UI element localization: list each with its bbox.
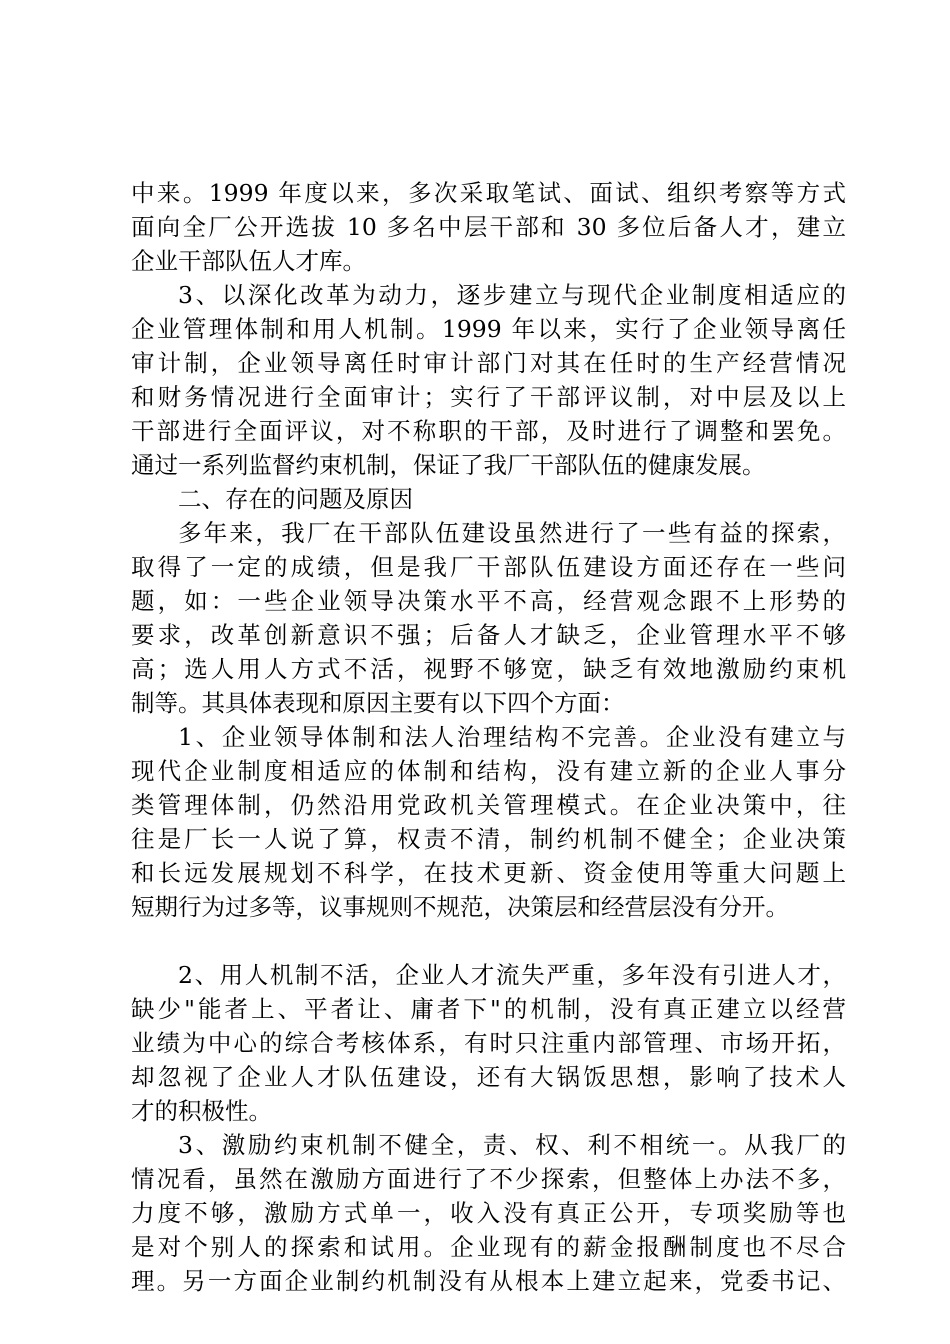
- text-line: 题，如：一些企业领导决策水平不高，经营观念跟不上形势的: [131, 587, 846, 615]
- text-line: 通过一系列监督约束机制，保证了我厂干部队伍的健康发展。: [131, 451, 766, 479]
- text-line: 高；选人用人方式不活，视野不够宽，缺乏有效地激励约束机: [131, 655, 846, 683]
- paragraph-start-line: 2、用人机制不活，企业人才流失严重，多年没有引进人才，: [178, 961, 846, 989]
- text-line: 审计制，企业领导离任时审计部门对其在任时的生产经营情况: [131, 349, 846, 377]
- text-line: 企业管理体制和用人机制。1999 年以来，实行了企业领导离任: [131, 315, 846, 343]
- document-body: [131, 176, 846, 1298]
- text-line: 类管理体制，仍然沿用党政机关管理模式。在企业决策中，往: [131, 791, 846, 819]
- text-line: 业绩为中心的综合考核体系，有时只注重内部管理、市场开拓，: [131, 1029, 846, 1057]
- text-line: 情况看，虽然在激励方面进行了不少探索，但整体上办法不多，: [131, 1165, 846, 1193]
- paragraph-start-line: 3、激励约束机制不健全，责、权、利不相统一。从我厂的: [178, 1131, 846, 1159]
- text-line: 往是厂长一人说了算，权责不清，制约机制不健全；企业决策: [131, 825, 846, 853]
- paragraph-start-line: 3、以深化改革为动力，逐步建立与现代企业制度相适应的: [178, 281, 846, 309]
- text-line: 中来。1999 年度以来，多次采取笔试、面试、组织考察等方式: [131, 179, 846, 207]
- text-line: 理。另一方面企业制约机制没有从根本上建立起来，党委书记、: [131, 1267, 846, 1295]
- section-heading: 二、存在的问题及原因: [178, 485, 413, 513]
- text-line: 现代企业制度相适应的体制和结构，没有建立新的企业人事分: [131, 757, 846, 785]
- text-line: 和长远发展规划不科学，在技术更新、资金使用等重大问题上: [131, 859, 846, 887]
- text-line: 制等。其具体表现和原因主要有以下四个方面：: [131, 689, 625, 717]
- blank-line: [131, 924, 846, 958]
- text-line: 是对个别人的探索和试用。企业现有的薪金报酬制度也不尽合: [131, 1233, 846, 1261]
- text-line: 面向全厂公开选拔 10 多名中层干部和 30 多位后备人才，建立: [131, 213, 846, 241]
- paragraph-start-line: 多年来，我厂在干部队伍建设虽然进行了一些有益的探索，: [178, 519, 846, 547]
- text-line: 才的积极性。: [131, 1097, 272, 1125]
- text-line: 短期行为过多等，议事规则不规范，决策层和经营层没有分开。: [131, 893, 789, 921]
- text-line: 力度不够，激励方式单一，收入没有真正公开，专项奖励等也: [131, 1199, 846, 1227]
- text-line: 缺少"能者上、平者让、庸者下"的机制，没有真正建立以经营: [131, 995, 846, 1023]
- text-line: 取得了一定的成绩，但是我厂干部队伍建设方面还存在一些问: [131, 553, 846, 581]
- text-line: 企业干部队伍人才库。: [131, 247, 366, 275]
- text-line: 要求，改革创新意识不强；后备人才缺乏，企业管理水平不够: [131, 621, 846, 649]
- text-line: 和财务情况进行全面审计；实行了干部评议制，对中层及以上: [131, 383, 846, 411]
- paragraph-start-line: 1、企业领导体制和法人治理结构不完善。企业没有建立与: [178, 723, 846, 751]
- text-line: 干部进行全面评议，对不称职的干部，及时进行了调整和罢免。: [131, 417, 846, 445]
- text-line: 却忽视了企业人才队伍建设，还有大锅饭思想，影响了技术人: [131, 1063, 846, 1091]
